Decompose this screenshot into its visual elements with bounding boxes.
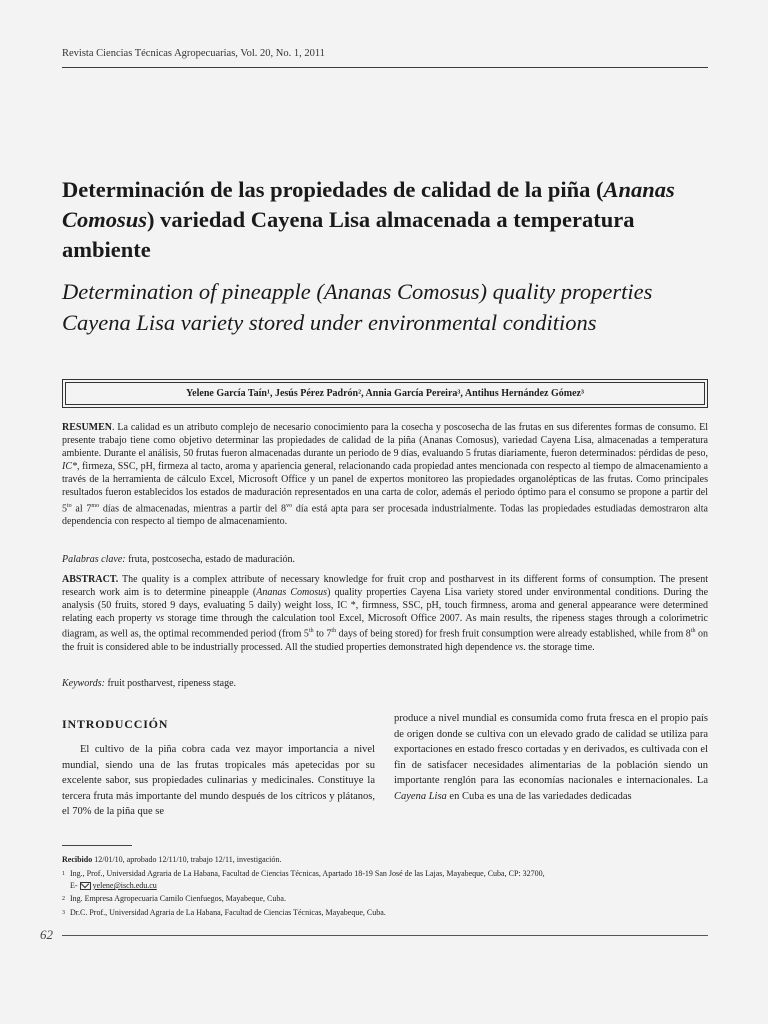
keywords-label: Keywords: <box>62 678 105 689</box>
footnote-3: 3 Dr.C. Prof., Universidad Agraria de La Habana, Facultad de Ciencias Técnicas, Mayabeque, Cuba. <box>62 908 386 917</box>
intro-left-column: El cultivo de la piña cobra cada vez mayor importancia a nivel mundial, siendo una de las frutas tropicales más apetecidas por su excelente sabor, sus propiedades culinarias y medicinales. Constituye la tercera fruta más importante del mundo después de los cítricos y plátanos, el 70% de la piña que se <box>62 744 375 818</box>
title-spanish: Determinación de las propiedades de calidad de la piña (Ananas Comosus) variedad Cayena Lisa almacenada a temperatura ambiente <box>62 177 675 262</box>
email-link[interactable]: yelene@isch.edu.cu <box>92 881 157 890</box>
page-number: 62 <box>40 927 53 942</box>
journal-header: Revista Ciencias Técnicas Agropecuarias, Vol. 20, No. 1, 2011 <box>62 48 325 59</box>
resumen-paragraph: RESUMEN. La calidad es un atributo complejo de necesario conocimiento para la cosecha y poscosecha de las frutas en sus diferentes formas de consumo. El presente trabajo tiene como objetivo determinar las propiedades de calidad de la piña (Ananas Comosus), variedad Cayena Lisa, almacenadas a temperatura ambiente. Durante el análisis, 50 frutas fueron almacenadas durante un periodo de 9 días, evaluando 5 frutas diariamente, fueron determinados: pérdidas de peso, IC*, firmeza, SSC, pH, firmeza al tacto, aroma y apariencia general, relacionando cada propiedad antes mencionada con respecto al tiempo de almacenamiento a través de la herramienta de cálculo Excel, Microsoft Office y un panel de expertos monitoreo las propiedades organolépticas de las frutas. Como principales resultados fueron establecidos los estados de maduración representados en una carta de color, además el periodo óptimo para el consumo se propone a partir del $5^{to}$ al $7^{mo}$ días de almacenadas, mientras a partir del $8^{vo}$ día está apta para ser procesada industrialmente. Todas las propiedades estudiadas demostraron alta dependencia con respecto al tiempo de almacenamiento. <box>62 422 708 527</box>
authors-box <box>62 379 708 408</box>
section-heading-introduccion: INTRODUCCIÓN <box>62 717 169 731</box>
title-english: Determination of pineapple (Ananas Comosus) quality properties Cayena Lisa variety stored under environmental conditions <box>62 279 653 335</box>
palabras-clave-label: Palabras clave: <box>62 554 126 565</box>
received-note: Recibido 12/01/10, aprobado 12/11/10, trabajo 12/11, investigación. <box>62 855 282 864</box>
resumen-label: RESUMEN <box>62 422 113 433</box>
abstract-label: ABSTRACT. <box>62 574 119 585</box>
header-rule <box>62 67 708 68</box>
abstract-paragraph: ABSTRACT. The quality is a complex attribute of necessary knowledge for fruit crop and postharvest in its different forms of consumption. The present research work aim is to determine pineapple (Ananas Comosus) quality properties Cayena Lisa variety stored under environmental conditions. During the analysis (50 fruits, stored 9 days, evaluating 5 daily) weight loss, IC *, firmness, SSC, pH, touch firmness, aroma and general appearance were determined relating each property vs storage time through the calculation tool Excel, Microsoft Office 2007. As main results, the ripeness stages through a colorimetric diagram, as well as, the optimal recommended period (from 5th to 7th days of being stored) for fresh fruit consumption were already established, while from 8th on the fruit is considered able to be industrially processed. All the studied properties demonstrated high dependence vs. the storage time. <box>62 574 709 653</box>
authors: Yelene García Taín¹, Jesús Pérez Padrón², Annia García Pereira³, Antihus Hernández Gómez³ <box>186 388 584 399</box>
keywords: Keywords: fruit postharvest, ripeness stage. <box>62 678 237 689</box>
mail-icon <box>80 882 91 890</box>
footer-rule <box>62 935 708 936</box>
footnote-2: 2 Ing. Empresa Agropecuaria Camilo Cienfuegos, Mayabeque, Cuba. <box>62 894 286 903</box>
species-name: Ananas Comosus <box>62 177 675 232</box>
footnote-1: 1 Ing., Prof., Universidad Agraria de La Habana, Facultad de Ciencias Técnicas, Apartado 18-19 San José de las Lajas, Mayabeque, Cuba, CP: 32700, E- yelene@isch.edu.cu <box>62 869 545 890</box>
footnote-rule <box>62 845 132 846</box>
palabras-clave: Palabras clave: fruta, postcosecha, estado de maduración. <box>62 554 295 565</box>
intro-right-column: produce a nivel mundial es consumida como fruta fresca en el propio país de origen donde se cultiva con un elevado grado de calidad se utiliza para exportaciones en estado fresco cortadas y en derivados, es cultivada con el fin de satisfacer necesidades alimentarias de la población siendo un importante renglón para las economías nacionales e internacionales. La Cayena Lisa en Cuba es una de las variedades dedicadas <box>394 713 708 802</box>
